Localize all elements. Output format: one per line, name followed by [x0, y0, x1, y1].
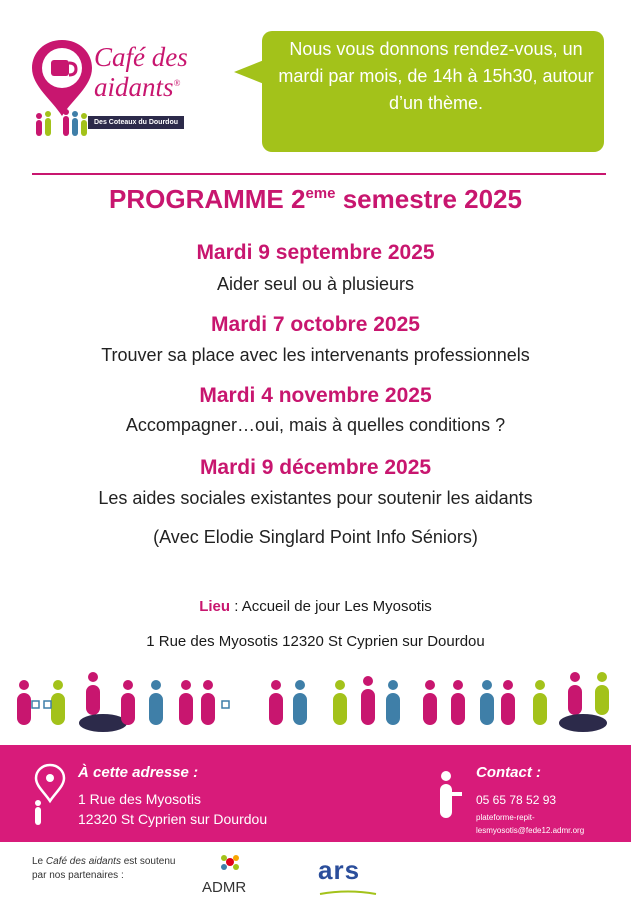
partners-line2: par nos partenaires :: [32, 870, 124, 881]
footer-address: [78, 789, 267, 829]
address-label: À cette adresse :: [78, 764, 199, 781]
intro-text: Nous vous donnons rendez-vous, un mardi par mois, de 14h à 15h30, autour d’un thème.: [278, 39, 594, 113]
session-topic: Les aides sociales existantes pour soutenir les aidants: [98, 488, 533, 508]
registered-mark: ®: [173, 78, 181, 88]
programme-title-rest: semestre 2025: [335, 184, 522, 214]
ars-swoosh-icon: [318, 889, 378, 899]
partners-text: [32, 855, 175, 883]
guest-speaker: (Avec Elodie Singlard Point Info Séniors): [153, 527, 478, 547]
venue-value: : Accueil de jour Les Myosotis: [230, 598, 432, 615]
session-topic: Accompagner…oui, mais à quelles conditions ?: [125, 415, 506, 435]
admr-label: ADMR: [202, 879, 247, 896]
partners-pre: Le: [32, 856, 46, 867]
session-date: Mardi 7 octobre 2025: [211, 313, 420, 336]
people-illustration: [0, 663, 631, 743]
divider-line: [32, 173, 606, 175]
contact-email-line1: plateforme-repit-: [476, 813, 535, 822]
footer-address-line2: 12320 St Cyprien sur Dourdou: [78, 811, 268, 827]
programme-title: [0, 184, 631, 215]
contact-phone: 05 65 78 52 93: [476, 793, 557, 807]
contact-email[interactable]: [476, 811, 584, 837]
partners-post: est soutenu: [120, 856, 176, 867]
venue-line: [0, 598, 631, 615]
session-topic: Trouver sa place avec les intervenants professionnels: [101, 345, 530, 365]
session-topic: Aider seul ou à plusieurs: [216, 274, 415, 294]
session-date: Mardi 4 novembre 2025: [199, 384, 432, 407]
admr-star-icon: [200, 852, 270, 874]
contact-person-icon: [436, 770, 466, 820]
programme-title-main: PROGRAMME 2: [109, 184, 306, 214]
bubble-tail: [234, 60, 264, 84]
ars-logo: [318, 855, 388, 895]
contact-email-line2: lesmyosotis@fede12.admr.org: [476, 826, 585, 835]
logo-title: [94, 44, 188, 100]
footer-address-line1: 1 Rue des Myosotis: [78, 791, 201, 807]
partners-italic: Café des aidants: [45, 856, 121, 867]
logo-title-line2: aidants: [94, 72, 174, 102]
logo-title-line1: Café des: [94, 42, 188, 72]
programme-title-sup: eme: [305, 185, 336, 202]
session-date: Mardi 9 septembre 2025: [196, 241, 435, 264]
contact-label: Contact :: [476, 764, 541, 781]
venue-label: Lieu: [199, 598, 231, 615]
session-date: Mardi 9 décembre 2025: [199, 456, 432, 479]
ars-label: ars: [318, 855, 361, 885]
logo-tagline: Des Coteaux du Dourdou: [88, 116, 184, 129]
venue-address: 1 Rue des Myosotis 12320 St Cyprien sur Dourdou: [146, 633, 485, 650]
location-pin-icon: [30, 763, 70, 828]
admr-logo: [200, 852, 270, 897]
